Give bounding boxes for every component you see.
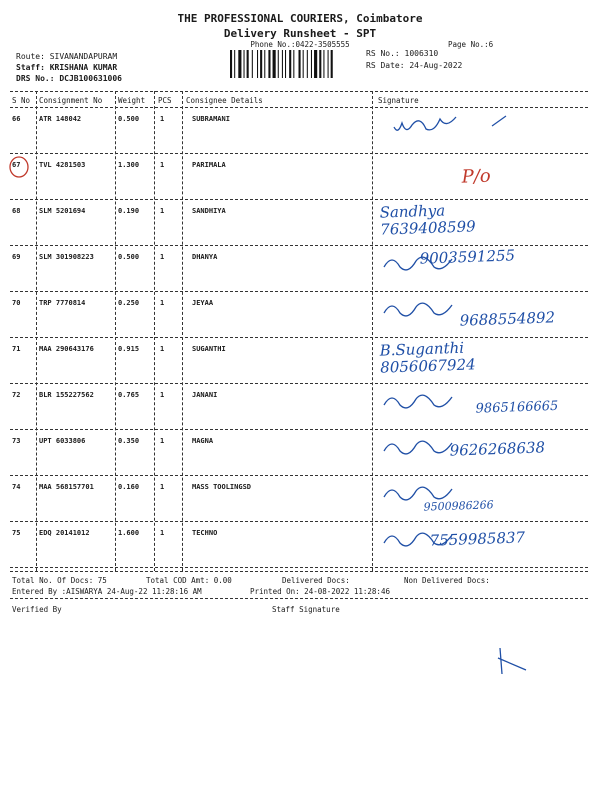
barcode-bar: [282, 50, 283, 78]
row-signature: 9003591255: [419, 246, 516, 268]
printed-on: Printed On: 24-08-2022 11:28:46: [250, 587, 390, 596]
barcode-bar: [257, 50, 258, 78]
divider: [10, 91, 588, 92]
row-consignee: SUBRAMANI: [192, 115, 230, 123]
barcode-bar: [289, 50, 291, 78]
row-consignment-no: MAA 290643176: [39, 345, 94, 353]
column-divider: [115, 91, 116, 571]
row-consignment-no: BLR 155227562: [39, 391, 94, 399]
column-divider: [36, 91, 37, 571]
barcode-bar: [328, 50, 329, 78]
non-delivered-docs: Non Delivered Docs:: [404, 576, 490, 585]
row-signature: 9688554892: [459, 308, 556, 330]
row-consignment-no: SLM 5201694: [39, 207, 86, 215]
row-sno: 68: [12, 207, 21, 215]
barcode-bar: [268, 50, 270, 78]
row-divider: [10, 153, 588, 154]
barcode-bar: [244, 50, 245, 78]
row-signature: B.Suganthi 8056067924: [379, 338, 476, 377]
row-consignee: MASS TOOLINGSD: [192, 483, 252, 491]
barcode-bar: [230, 50, 232, 78]
signature-scribble: [380, 525, 460, 555]
row-weight: 1.600: [118, 529, 140, 537]
barcode-bar: [303, 50, 304, 78]
row-consignment-no: ATR 148042: [39, 115, 82, 123]
verified-by: Verified By: [12, 605, 62, 614]
divider: [10, 598, 588, 599]
barcode-bar: [260, 50, 262, 78]
barcode-bar: [319, 50, 321, 78]
col-header-consignee: Consignee Details: [186, 96, 263, 105]
pen-mark: [490, 112, 510, 130]
barcode-bar: [314, 50, 317, 78]
pen-mark: [488, 640, 538, 680]
row-pcs: 1: [160, 207, 165, 215]
column-divider: [154, 91, 155, 571]
row-signature: 7559985837: [429, 528, 526, 550]
divider: [10, 571, 588, 572]
signature-scribble: [380, 479, 460, 509]
row-divider: [10, 429, 588, 430]
barcode-bar: [307, 50, 308, 78]
row-divider: [10, 521, 588, 522]
red-circle-mark: [7, 155, 31, 179]
row-pcs: 1: [160, 391, 165, 399]
row-signature: 9626268638: [449, 438, 546, 460]
row-weight: 0.250: [118, 299, 140, 307]
delivered-docs: Delivered Docs:: [282, 576, 350, 585]
row-divider: [10, 383, 588, 384]
barcode-bar: [234, 50, 235, 78]
staff-signature-label: Staff Signature: [272, 605, 340, 614]
row-divider: [10, 567, 588, 568]
row-divider: [10, 475, 588, 476]
row-weight: 0.500: [118, 253, 140, 261]
barcode-bar: [285, 50, 286, 78]
row-signature: 9500986266: [423, 498, 494, 514]
barcode-bar: [264, 50, 265, 78]
row-signature: P/o: [461, 165, 492, 188]
row-consignment-no: TVL 4281503: [39, 161, 86, 169]
row-weight: 0.765: [118, 391, 140, 399]
row-consignment-no: UPT 6033806: [39, 437, 86, 445]
row-sno: 72: [12, 391, 21, 399]
entered-by: Entered By :AISWARYA 24-Aug-22 11:28:16 AM: [12, 587, 202, 596]
barcode-bar: [331, 50, 333, 78]
barcode-bar: [293, 50, 294, 78]
row-sno: 73: [12, 437, 21, 445]
column-divider: [372, 91, 373, 571]
total-cod: Total COD Amt: 0.00: [146, 576, 232, 585]
row-consignee: JANANI: [192, 391, 218, 399]
barcode-bar: [278, 50, 279, 78]
barcode-bar: [273, 50, 276, 78]
signature-scribble: [380, 433, 460, 463]
barcode-icon: [230, 50, 360, 78]
row-weight: 0.160: [118, 483, 140, 491]
row-consignee: PARIMALA: [192, 161, 226, 169]
col-header-sno: S No: [12, 96, 31, 105]
company-title: THE PROFESSIONAL COURIERS, Coimbatore: [177, 12, 423, 25]
row-signature: 9865166665: [475, 398, 559, 417]
row-sno: 66: [12, 115, 21, 123]
row-weight: 0.350: [118, 437, 140, 445]
row-consignment-no: SLM 301908223: [39, 253, 94, 261]
col-header-weight: Weight: [118, 96, 146, 105]
row-pcs: 1: [160, 483, 165, 491]
row-weight: 0.500: [118, 115, 140, 123]
row-consignment-no: MAA 568157701: [39, 483, 94, 491]
route-label: Route: SIVANANDAPURAM: [16, 52, 118, 61]
row-sno: 71: [12, 345, 21, 353]
row-pcs: 1: [160, 529, 165, 537]
barcode-bar: [299, 50, 301, 78]
col-header-pcs: PCS: [158, 96, 172, 105]
row-consignee: SANDHIYA: [192, 207, 226, 215]
row-weight: 0.915: [118, 345, 140, 353]
barcode-bar: [311, 50, 312, 78]
row-consignee: SUGANTHI: [192, 345, 226, 353]
row-sno: 67: [12, 161, 21, 169]
row-consignee: MAGNA: [192, 437, 214, 445]
barcode-bar: [323, 50, 324, 78]
barcode-bar: [238, 50, 241, 78]
rs-number: RS No.: 1006310: [366, 49, 439, 58]
row-consignee: DHANYA: [192, 253, 218, 261]
signature-scribble: [380, 249, 460, 279]
row-pcs: 1: [160, 115, 165, 123]
row-pcs: 1: [160, 437, 165, 445]
row-pcs: 1: [160, 299, 165, 307]
row-pcs: 1: [160, 345, 165, 353]
total-docs: Total No. Of Docs: 75: [12, 576, 107, 585]
signature-scribble: [380, 295, 460, 325]
row-sno: 75: [12, 529, 21, 537]
staff-label: Staff: KRISHANA KUMAR: [16, 63, 118, 72]
runsheet-title: Delivery Runsheet - SPT: [223, 27, 377, 40]
page-number: Page No.:6: [448, 40, 494, 49]
row-pcs: 1: [160, 253, 165, 261]
row-consignment-no: EDQ 20141012: [39, 529, 90, 537]
row-consignee: TECHNO: [192, 529, 218, 537]
col-header-consignment: Consignment No: [39, 96, 103, 105]
rs-date: RS Date: 24-Aug-2022: [366, 61, 463, 70]
column-divider: [182, 91, 183, 571]
row-signature: Sandhya 7639408599: [379, 201, 476, 239]
row-consignment-no: TRP 7770814: [39, 299, 86, 307]
barcode-bar: [252, 50, 253, 78]
row-pcs: 1: [160, 161, 165, 169]
row-consignee: JEYAA: [192, 299, 214, 307]
barcode-bar: [247, 50, 249, 78]
phone-number: Phone No.:0422-3505555: [250, 40, 350, 49]
signature-scribble: [390, 111, 470, 141]
row-sno: 70: [12, 299, 21, 307]
drs-number: DRS No.: DCJB100631006: [16, 74, 122, 83]
row-sno: 69: [12, 253, 21, 261]
col-header-signature: Signature: [378, 96, 419, 105]
row-weight: 1.300: [118, 161, 140, 169]
row-sno: 74: [12, 483, 21, 491]
signature-scribble: [380, 387, 460, 417]
row-weight: 0.190: [118, 207, 140, 215]
row-divider: [10, 291, 588, 292]
